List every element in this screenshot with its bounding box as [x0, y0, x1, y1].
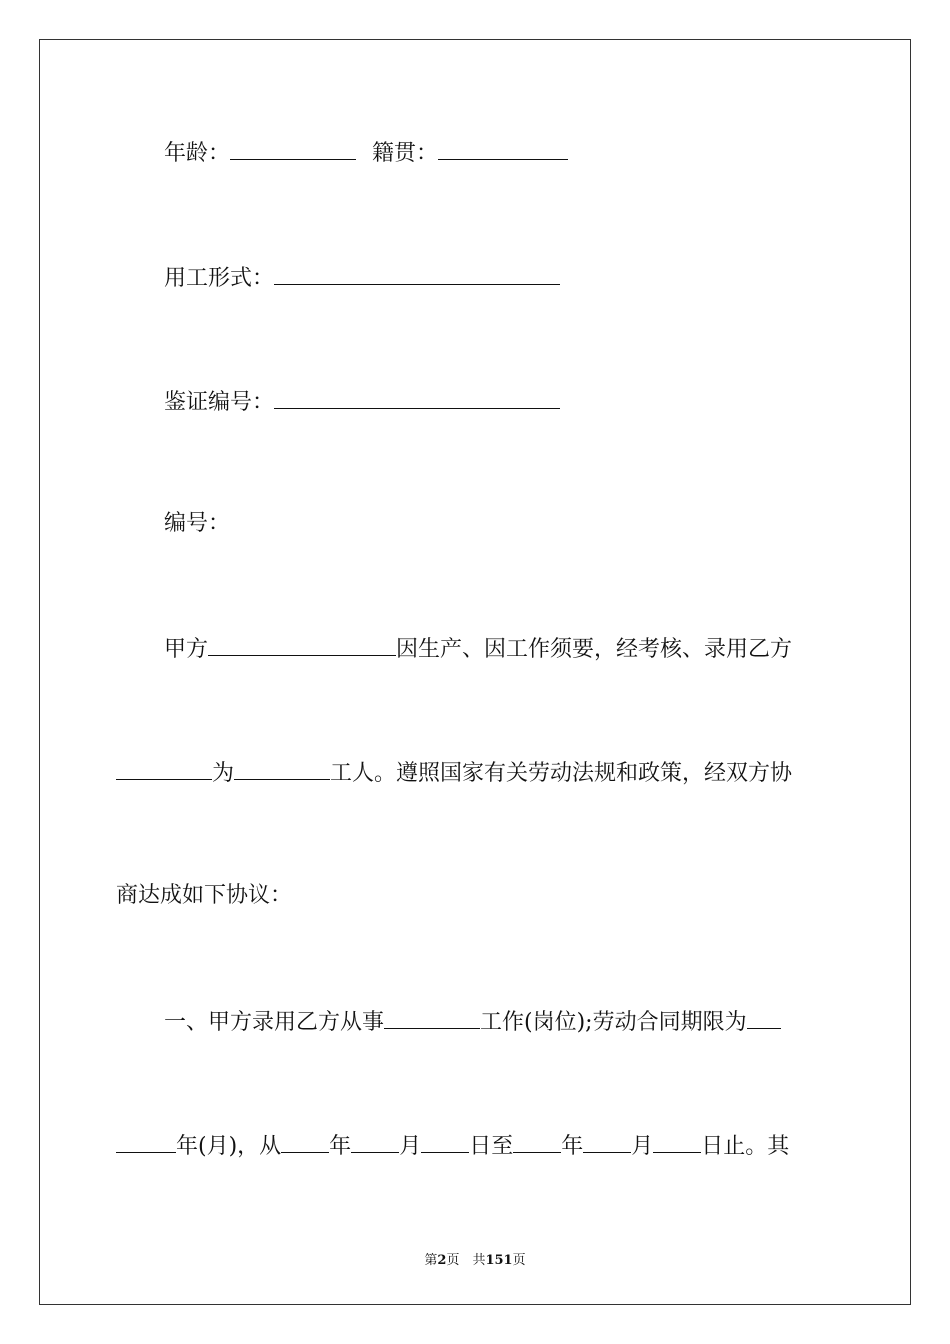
start-year-blank[interactable]	[281, 1134, 329, 1153]
page-frame	[39, 39, 911, 1305]
clause-1-line-2	[116, 1134, 789, 1158]
number-line	[164, 513, 230, 535]
term-blank-a[interactable]	[747, 1010, 781, 1029]
work-blank[interactable]	[384, 1010, 480, 1029]
footer-suffix: 页	[512, 1253, 526, 1268]
paragraph-line-1	[164, 637, 792, 661]
party-b-blank[interactable]	[116, 761, 212, 780]
footer-prefix: 第	[424, 1253, 438, 1268]
party-a-label: 甲方	[164, 637, 209, 662]
start-day-blank[interactable]	[421, 1134, 469, 1153]
paragraph-line-2	[116, 761, 792, 785]
employment-label: 用工形式：	[164, 266, 275, 291]
page-footer	[0, 1249, 950, 1268]
end-day-blank[interactable]	[653, 1134, 701, 1153]
footer-page-number: 2	[437, 1253, 447, 1268]
footer-total-pages: 151	[485, 1253, 513, 1268]
age-origin-line	[164, 141, 568, 165]
clause-1-line-1	[164, 1010, 781, 1034]
end-month-label: 月	[631, 1134, 654, 1159]
certification-blank[interactable]	[274, 390, 560, 409]
footer-mid: 页 共	[446, 1253, 486, 1268]
certification-line	[164, 390, 560, 414]
end-month-blank[interactable]	[583, 1134, 631, 1153]
p1-text: 因生产、因工作须要，经考核、录用乙方	[396, 637, 793, 662]
end-year-blank[interactable]	[513, 1134, 561, 1153]
term-blank-b[interactable]	[116, 1134, 176, 1153]
age-label: 年龄：	[164, 141, 231, 166]
certification-label: 鉴证编号：	[164, 390, 275, 415]
age-blank[interactable]	[230, 141, 356, 160]
origin-blank[interactable]	[438, 141, 568, 160]
p2-as-text: 为	[212, 761, 235, 786]
p3-text: 商达成如下协议：	[116, 883, 293, 908]
origin-label: 籍贯：	[372, 141, 439, 166]
end-day-label: 日止。其	[701, 1134, 790, 1159]
clause1-text-a: 一、甲方录用乙方从事	[164, 1010, 385, 1035]
start-month-blank[interactable]	[351, 1134, 399, 1153]
number-label: 编号：	[164, 511, 231, 536]
end-year-label: 年	[561, 1134, 584, 1159]
clause1-text-b: 工作(岗位);劳动合同期限为	[480, 1010, 747, 1035]
start-year-label: 年	[329, 1134, 352, 1159]
employment-line	[164, 266, 560, 290]
employment-blank[interactable]	[274, 266, 560, 285]
paragraph-line-3	[116, 885, 292, 907]
job-type-blank[interactable]	[234, 761, 330, 780]
start-month-label: 月	[399, 1134, 422, 1159]
party-a-blank[interactable]	[208, 637, 396, 656]
clause1-term-unit: 年(月)，从	[176, 1134, 282, 1159]
start-day-to-label: 日至	[469, 1134, 514, 1159]
p2-text: 工人。遵照国家有关劳动法规和政策，经双方协	[330, 761, 793, 786]
